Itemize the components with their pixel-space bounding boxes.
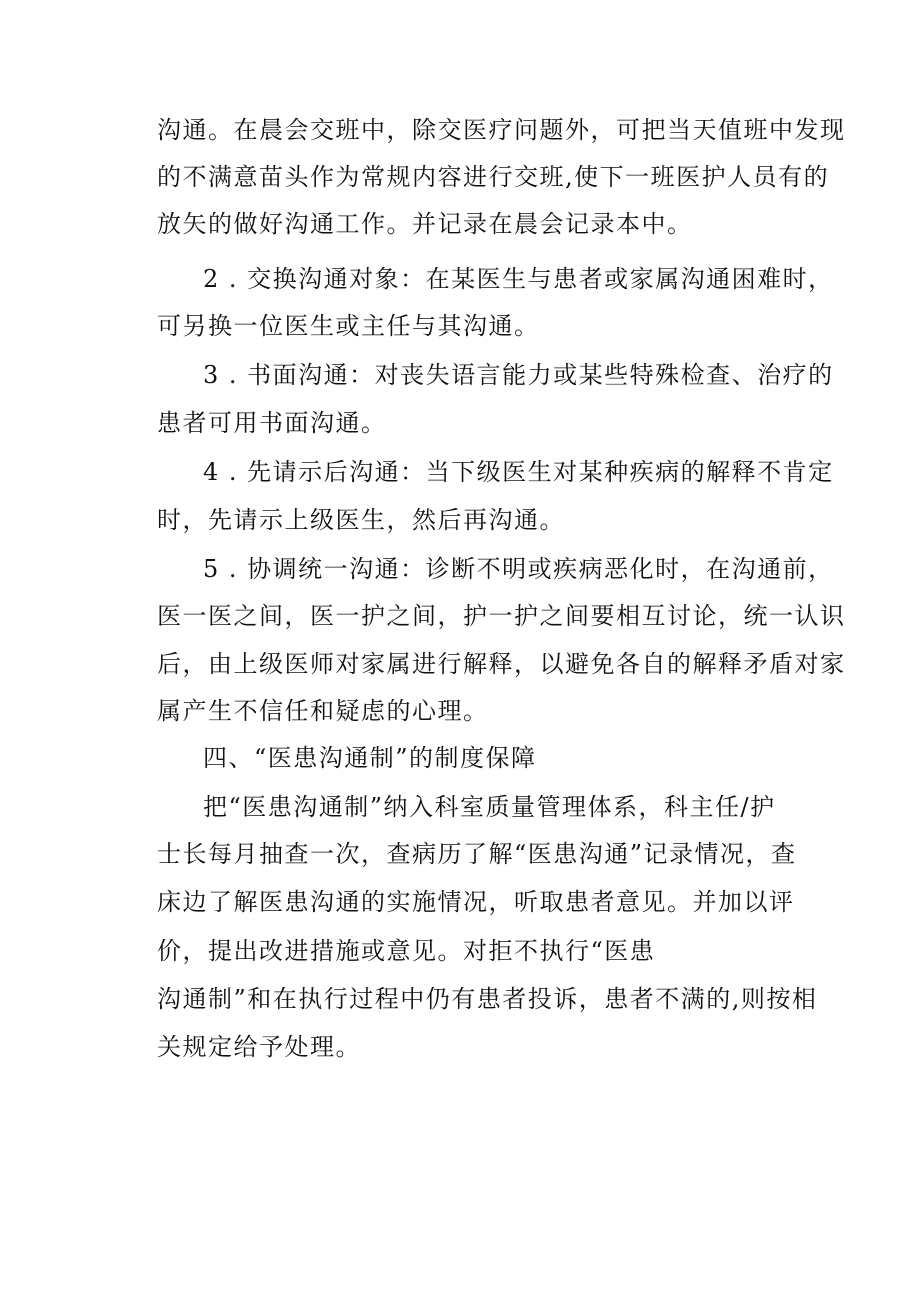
list-item-4-line: 时，先请示上级医生，然后再沟通。	[157, 506, 565, 534]
paragraph-line: 关规定给予处理。	[157, 1033, 361, 1061]
list-item-5-line: 医一医之间，医一护之间，护一护之间要相互讨论，统一认识	[157, 602, 846, 630]
list-item-5-line: 属产生不信任和疑虑的心理。	[157, 697, 489, 725]
paragraph-line: 价，提出改进措施或意见。对拒不执行“医患	[157, 937, 656, 965]
list-item-2-line: 2 . 交换沟通对象：在某医生与患者或家属沟通困难时，	[203, 265, 834, 293]
list-item-2-line: 可另换一位医生或主任与其沟通。	[157, 312, 540, 340]
paragraph-line: 放矢的做好沟通工作。并记录在晨会记录本中。	[157, 210, 693, 238]
list-item-3-line: 3 . 书面沟通：对丧失语言能力或某些特殊检查、治疗的	[203, 361, 834, 389]
list-item-5-line: 后，由上级医师对家属进行解释，以避免各自的解释矛盾对家	[157, 650, 846, 678]
section-heading: 四、“医患沟通制”的制度保障	[203, 744, 537, 772]
paragraph-line: 的不满意苗头作为常规内容进行交班,使下一班医护人员有的	[157, 163, 830, 191]
paragraph-line: 床边了解医患沟通的实施情况，听取患者意见。并加以评	[157, 888, 795, 916]
list-item-3-line: 患者可用书面沟通。	[157, 409, 387, 437]
paragraph-line: 把“医患沟通制”纳入科室质量管理体系，科主任/护	[203, 793, 776, 821]
list-item-5-line: 5 . 协调统一沟通：诊断不明或疾病恶化时，在沟通前，	[203, 555, 834, 583]
paragraph-line: 沟通制”和在执行过程中仍有患者投诉，患者不满的,则按相	[157, 985, 818, 1013]
list-item-4-line: 4 . 先请示后沟通：当下级医生对某种疾病的解释不肯定	[203, 458, 834, 486]
paragraph-line: 士长每月抽查一次，查病历了解“医患沟通”记录情况，查	[157, 840, 797, 868]
paragraph-line: 沟通。在晨会交班中，除交医疗问题外，可把当天值班中发现	[157, 116, 846, 144]
